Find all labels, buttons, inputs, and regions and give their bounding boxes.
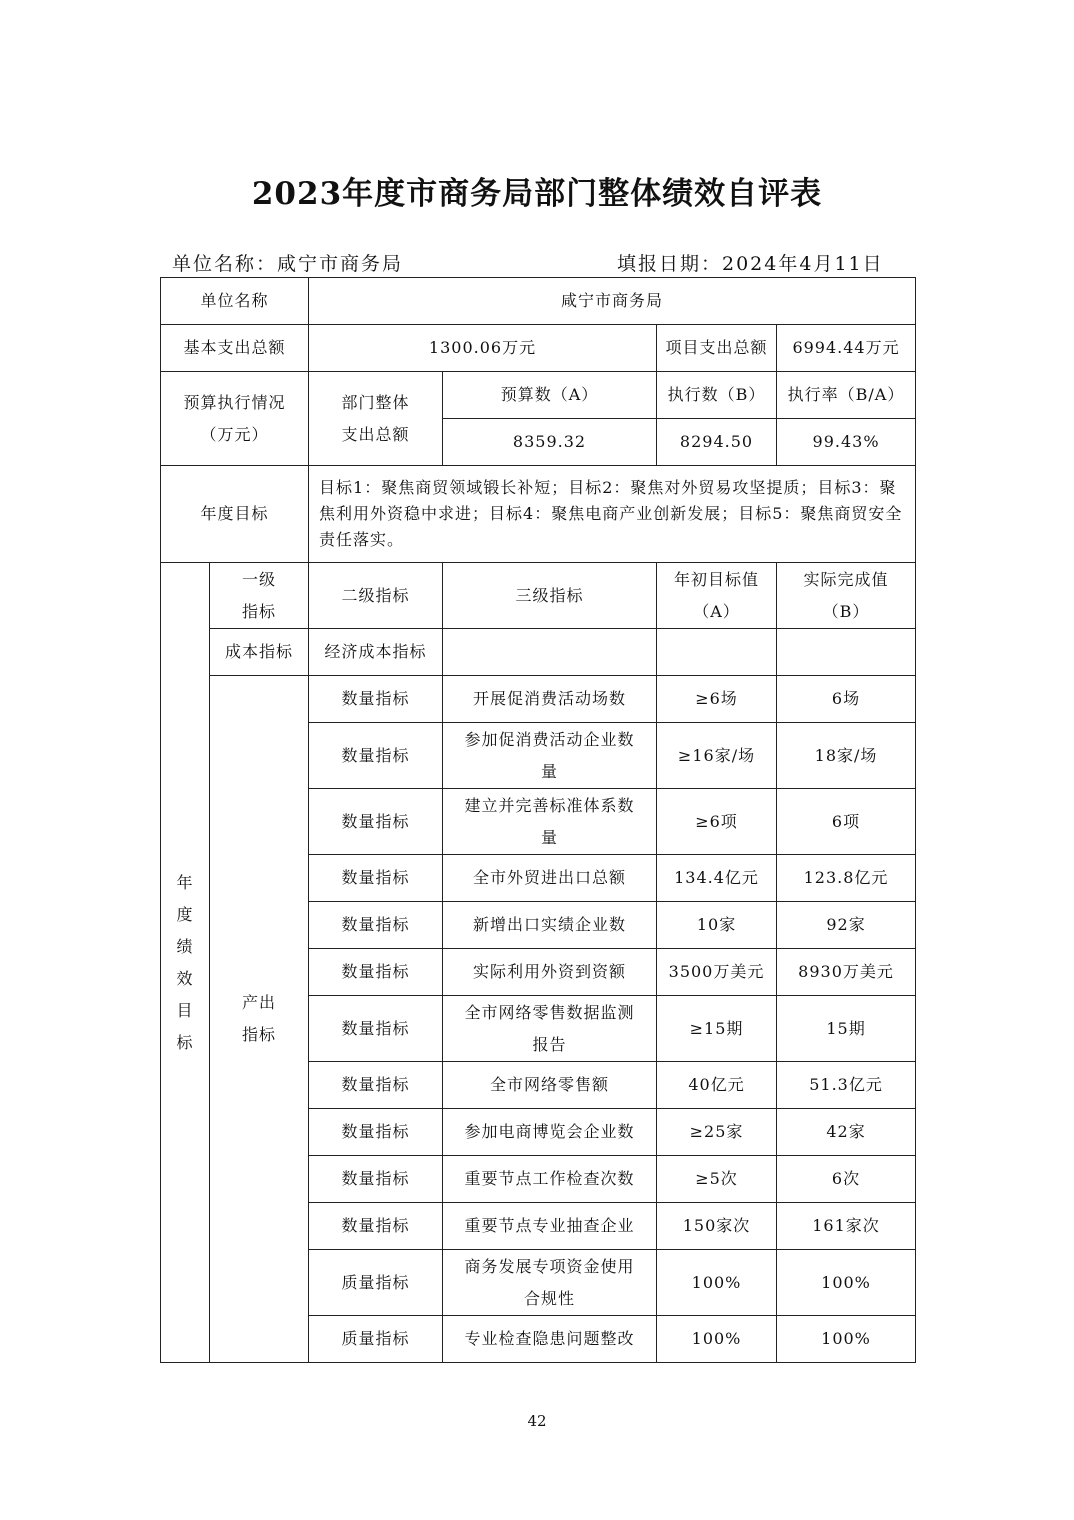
output-level1-line2: 指标 (242, 1025, 277, 1044)
indicator-level3: 参加电商博览会企业数 (443, 1109, 657, 1156)
indicator-level3: 新增出口实绩企业数 (443, 902, 657, 949)
cost-actual (777, 629, 916, 676)
indicator-level2: 数量指标 (309, 1109, 443, 1156)
output-level1-line1: 产出 (242, 993, 277, 1012)
indicator-level2: 数量指标 (309, 949, 443, 996)
indicator-target: 3500万美元 (657, 949, 777, 996)
dept-total-label (309, 372, 443, 466)
indicator-row (161, 676, 916, 723)
indicator-actual: 100% (777, 1250, 916, 1316)
level1-header (210, 563, 309, 629)
budget-execution-label-line2: （万元） (200, 424, 269, 444)
indicator-level3: 实际利用外资到资额 (443, 949, 657, 996)
page-number: 42 (527, 1412, 547, 1430)
unit-label: 单位名称 (161, 278, 309, 325)
target-header-line1: 年初目标值 (674, 569, 760, 589)
side-label-char: 绩 (176, 936, 194, 956)
indicator-actual: 15期 (777, 996, 916, 1062)
actual-header-line2: （B） (822, 601, 870, 621)
indicator-level3: 建立并完善标准体系数量 (443, 789, 657, 855)
basic-expense-value: 1300.06万元 (309, 325, 657, 372)
evaluation-table (160, 277, 916, 1363)
indicator-level2: 数量指标 (309, 1203, 443, 1250)
exec-rate-label: 执行率（B/A） (777, 372, 916, 419)
indicator-target: 134.4亿元 (657, 855, 777, 902)
actual-header-line1: 实际完成值 (803, 569, 889, 589)
indicator-target: ≥5次 (657, 1156, 777, 1203)
indicator-actual: 8930万美元 (777, 949, 916, 996)
indicator-target: ≥6项 (657, 789, 777, 855)
indicator-level2: 数量指标 (309, 855, 443, 902)
indicator-target: 100% (657, 1316, 777, 1363)
side-label-char: 度 (176, 904, 194, 924)
indicator-level2: 数量指标 (309, 1062, 443, 1109)
indicator-target: ≥16家/场 (657, 723, 777, 789)
page-title: 2023年度市商务局部门整体绩效自评表 (251, 176, 823, 212)
cost-target (657, 629, 777, 676)
cost-level2: 经济成本指标 (309, 629, 443, 676)
side-label-char: 目 (176, 1000, 194, 1020)
indicator-level2: 数量指标 (309, 789, 443, 855)
annual-goal-label: 年度目标 (161, 466, 309, 563)
budget-execution-label-line1: 预算执行情况 (183, 392, 286, 412)
indicator-actual: 6项 (777, 789, 916, 855)
exec-rate-value: 99.43% (777, 419, 916, 466)
actual-header (777, 563, 916, 629)
exec-b-value: 8294.50 (657, 419, 777, 466)
dept-total-label-line1: 部门整体 (341, 392, 410, 412)
indicator-header-row (161, 563, 916, 629)
target-header-line2: （A） (693, 601, 740, 621)
indicator-level3: 专业检查隐患问题整改 (443, 1316, 657, 1363)
indicator-actual: 51.3亿元 (777, 1062, 916, 1109)
budget-a-label: 预算数（A） (443, 372, 657, 419)
indicator-level2: 数量指标 (309, 723, 443, 789)
indicator-level3: 开展促消费活动场数 (443, 676, 657, 723)
indicator-target: 100% (657, 1250, 777, 1316)
indicator-level3: 参加促消费活动企业数量 (443, 723, 657, 789)
indicator-level2: 质量指标 (309, 1316, 443, 1363)
report-date-line: 填报日期：2024年4月11日 (617, 253, 884, 275)
side-label-char: 效 (176, 968, 194, 988)
budget-a-value: 8359.32 (443, 419, 657, 466)
indicator-level2: 数量指标 (309, 996, 443, 1062)
level1-header-line2: 指标 (242, 601, 277, 621)
indicator-target: ≥25家 (657, 1109, 777, 1156)
indicator-target: 150家次 (657, 1203, 777, 1250)
annual-goal-row (161, 466, 916, 563)
basic-expense-label: 基本支出总额 (161, 325, 309, 372)
indicator-level3: 全市网络零售数据监测报告 (443, 996, 657, 1062)
indicator-level2: 质量指标 (309, 1250, 443, 1316)
budget-execution-label (161, 372, 309, 466)
indicator-target: 40亿元 (657, 1062, 777, 1109)
target-header (657, 563, 777, 629)
indicator-actual: 42家 (777, 1109, 916, 1156)
cost-level1: 成本指标 (210, 629, 309, 676)
indicator-level3: 全市外贸进出口总额 (443, 855, 657, 902)
indicator-level3: 重要节点专业抽查企业 (443, 1203, 657, 1250)
unit-value: 咸宁市商务局 (309, 278, 916, 325)
indicator-actual: 161家次 (777, 1203, 916, 1250)
side-label-char: 标 (176, 1032, 194, 1052)
indicator-target: ≥15期 (657, 996, 777, 1062)
annual-performance-target-label (161, 563, 210, 1363)
dept-total-label-line2: 支出总额 (341, 424, 410, 444)
indicator-level3: 重要节点工作检查次数 (443, 1156, 657, 1203)
annual-goal-text: 目标1：聚焦商贸领域锻长补短；目标2：聚焦对外贸易攻坚提质；目标3：聚焦利用外资稳中求进；目标4：聚焦电商产业创新发展；目标5：聚焦商贸安全责任落实。 (309, 466, 916, 563)
project-expense-value: 6994.44万元 (777, 325, 916, 372)
cost-indicator-row (161, 629, 916, 676)
indicator-target: ≥6场 (657, 676, 777, 723)
unit-name-line: 单位名称：咸宁市商务局 (172, 253, 404, 275)
indicator-actual: 18家/场 (777, 723, 916, 789)
project-expense-label: 项目支出总额 (657, 325, 777, 372)
level1-header-line1: 一级 (242, 569, 277, 589)
level2-header: 二级指标 (309, 563, 443, 629)
budget-header-row (161, 372, 916, 419)
indicator-actual: 6次 (777, 1156, 916, 1203)
side-label-char: 年 (176, 872, 194, 892)
expense-row (161, 325, 916, 372)
indicator-level2: 数量指标 (309, 676, 443, 723)
level3-header: 三级指标 (443, 563, 657, 629)
indicator-level2: 数量指标 (309, 902, 443, 949)
indicator-target: 10家 (657, 902, 777, 949)
indicator-level3: 商务发展专项资金使用合规性 (443, 1250, 657, 1316)
indicator-actual: 123.8亿元 (777, 855, 916, 902)
indicator-level2: 数量指标 (309, 1156, 443, 1203)
indicator-level3: 全市网络零售额 (443, 1062, 657, 1109)
indicator-actual: 92家 (777, 902, 916, 949)
indicator-actual: 100% (777, 1316, 916, 1363)
output-level1 (210, 676, 309, 1363)
exec-b-label: 执行数（B） (657, 372, 777, 419)
unit-row (161, 278, 916, 325)
indicator-actual: 6场 (777, 676, 916, 723)
cost-level3 (443, 629, 657, 676)
